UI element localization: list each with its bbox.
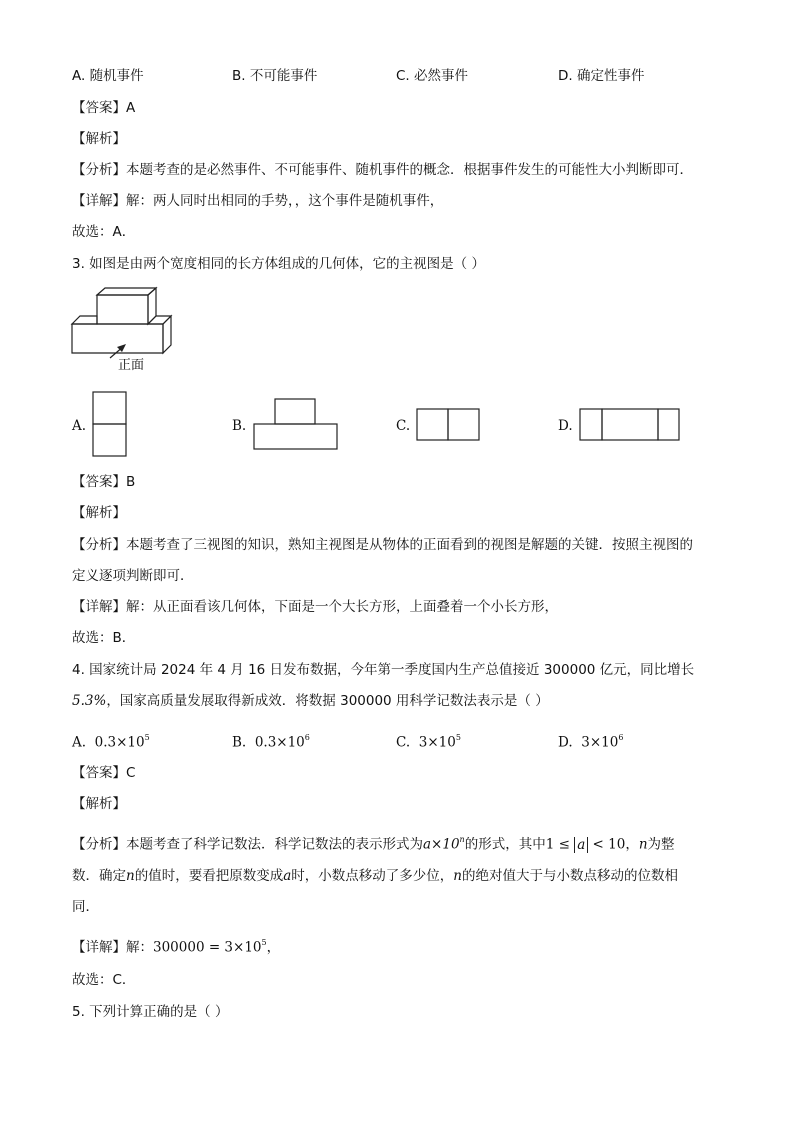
q4-analysis-line-1: 【分析】本题考查了科学记数法．科学记数法的表示形式为$a\times 10^n$的形式，其中1 ≤ a < 10，n为整 [72,835,675,853]
q3-stem: 3. 如图是由两个宽度相同的长方体组成的几何体，它的主视图是（ ） [72,256,485,272]
q2-answer: 【答案】A [72,100,136,116]
q3-option-d-letter: D. [558,418,573,434]
q4-stem-line-2-text: ，国家高质量发展取得新成效．将数据 300000 用科学记数法表示是（ ） [106,693,549,709]
top-box-front [97,295,148,324]
q3-detail: 【详解】解：从正面看该几何体，下面是一个大长方形，上面叠着一个小长方形， [72,599,558,615]
q2-detail: 【详解】解：两人同时出相同的手势，，这个事件是随机事件， [72,193,444,209]
q4-stem-line-2 [72,691,549,711]
q4-option-d: D. $3\times 10^6$ [558,733,624,751]
q4-analysis-line-3: 同． [72,899,99,915]
bottom-box-side [163,316,171,353]
q4-growth-percent: 5.3% [72,693,107,709]
q2-conclusion: 故选：A． [72,224,136,240]
q4-stem-line-1: 4. 国家统计局 2024 年 4 月 16 日发布数据，今年第一季度国内生产总值接近 300000 亿元，同比增长 [72,662,695,678]
q2-analysis-header: 【解析】 [72,131,126,147]
q2-analysis: 【分析】本题考查的是必然事件、不可能事件、随机事件的概念．根据事件发生的可能性大小判断即可． [72,162,693,178]
q3-analysis-line-2: 定义逐项判断即可． [72,568,194,584]
q4-option-b: B. $0.3\times 10^6$ [232,733,310,751]
q3-option-c-figure [416,408,482,442]
q3-option-b-figure [253,398,339,452]
top-box-top [97,288,156,295]
q3-option-b-letter: B. [232,418,247,434]
bottom-box-top-left [72,316,97,324]
q3-option-c-letter: C. [396,418,411,434]
front-view-label: 正面 [118,358,145,373]
q3-option-d-figure [579,408,682,442]
q3-conclusion: 故选：B． [72,630,136,646]
q2-option-d: D. 确定性事件 [558,68,645,84]
q3-solid-figure [68,286,180,376]
q3-option-a-figure [92,391,128,459]
q2-option-a: A. 随机事件 [72,68,144,84]
top-box-side [148,288,156,324]
q3-answer: 【答案】B [72,474,136,490]
q2-option-c: C. 必然事件 [396,68,469,84]
q4-answer: 【答案】C [72,765,136,781]
q4-conclusion: 故选：C． [72,972,136,988]
q4-option-c: C. $3\times 10^5$ [396,733,461,751]
q4-analysis-line-2: 数．确定n的值时，要看把原数变成a时，小数点移动了多少位，n的绝对值大于与小数点移动的位数相 [72,868,678,884]
q4-analysis-header: 【解析】 [72,796,126,812]
q4-option-a: A. $0.3\times 10^5$ [72,733,150,751]
q3-analysis-line-1: 【分析】本题考查了三视图的知识，熟知主视图是从物体的正面看到的视图是解题的关键．按照主视图的 [72,537,693,553]
q3-option-a-letter: A. [72,418,87,434]
bottom-box-front [72,324,163,353]
q3-analysis-header: 【解析】 [72,505,126,521]
q2-option-b: B. 不可能事件 [232,68,318,84]
q5-stem: 5. 下列计算正确的是（ ） [72,1004,229,1020]
q4-detail: 【详解】解：$300000 = 3\times 10^5$， [72,938,281,956]
